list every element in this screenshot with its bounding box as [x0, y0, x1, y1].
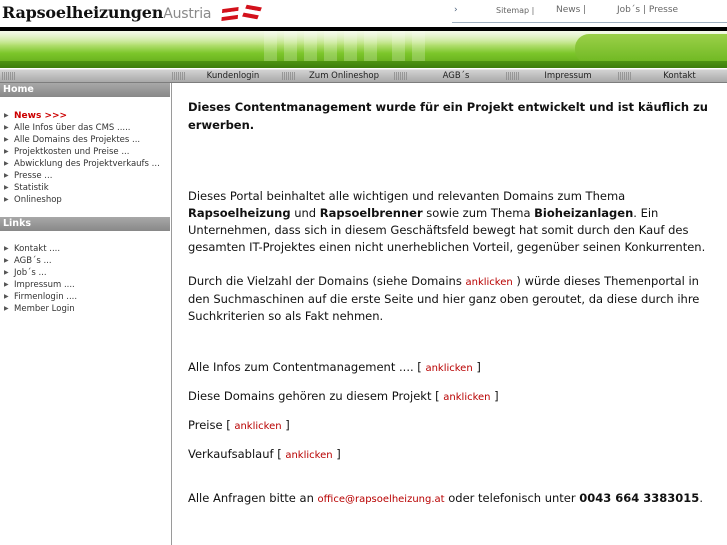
sidebar-item-domains[interactable]: ▶ Alle Domains des Projektes ...: [4, 135, 141, 145]
sidebar-item-firmenlogin[interactable]: ▶ Firmenlogin ....: [4, 292, 78, 302]
chevron-right-icon: ›: [454, 5, 458, 15]
triangle-right-icon: ▶: [4, 184, 9, 191]
header: [0, 0, 727, 28]
triangle-right-icon: ▶: [4, 257, 9, 264]
nav-kontakt[interactable]: Kontakt: [616, 70, 727, 82]
main-nav: [0, 69, 727, 83]
domains-description: Durch die Vielzahl der Domains (siehe Domains anklicken ) würde dieses Themenportal in den Suchmaschinen auf die erste Seite und hier ganz oben geroutet, da diese durch ihre Suchkriterien so als Fakt nehmen.: [188, 274, 700, 323]
triangle-right-icon: ▶: [4, 136, 9, 143]
sidebar-item-kontakt[interactable]: ▶ Kontakt ....: [4, 244, 61, 254]
triangle-right-icon: ▶: [4, 112, 9, 119]
green-banner: [0, 31, 727, 68]
project-domains-anklicken-link[interactable]: anklicken: [443, 392, 491, 403]
nav-agbs[interactable]: AGB´s: [392, 70, 504, 82]
site-logo[interactable]: [2, 3, 211, 22]
triangle-right-icon: ▶: [4, 196, 9, 203]
triangle-right-icon: ▶: [4, 305, 9, 312]
sidebar-home-list: [0, 110, 170, 206]
top-links: [452, 5, 727, 21]
sidebar-home-heading[interactable]: Home: [0, 83, 170, 97]
news-link[interactable]: News |: [556, 5, 587, 15]
nav-spacer: [0, 70, 170, 82]
intro-text: Dieses Contentmanagement wurde für ein Projekt entwickelt und ist käuflich zu erwerben.: [188, 100, 708, 132]
cms-anklicken-link[interactable]: anklicken: [425, 363, 473, 374]
info-row-domains: Diese Domains gehören zu diesem Projekt [ anklicken ]: [188, 389, 499, 403]
sidebar: [0, 83, 172, 545]
email-link[interactable]: office@rapsoelheizung.at: [317, 494, 445, 505]
sidebar-item-onlineshop[interactable]: ▶ Onlineshop: [4, 195, 62, 205]
contact-line: Alle Anfragen bitte an office@rapsoelheizung.at oder telefonisch unter 0043 664 3383015.: [188, 491, 703, 505]
triangle-right-icon: ▶: [4, 148, 9, 155]
austria-flags-icon: [222, 5, 262, 20]
sidebar-item-news[interactable]: ▶ News >>>: [4, 111, 68, 121]
sidebar-links-heading: Links: [0, 217, 170, 231]
info-row-verkaufsablauf: Verkaufsablauf [ anklicken ]: [188, 447, 341, 461]
verkaufsablauf-anklicken-link[interactable]: anklicken: [285, 450, 333, 461]
triangle-right-icon: ▶: [4, 124, 9, 131]
sidebar-item-jobs[interactable]: ▶ Job´s ...: [4, 268, 47, 278]
sidebar-item-agbs[interactable]: ▶ AGB´s ...: [4, 256, 52, 266]
triangle-right-icon: ▶: [4, 245, 9, 252]
sidebar-item-statistik[interactable]: ▶ Statistik: [4, 183, 49, 193]
jobs-presse-link[interactable]: Job´s | Presse: [617, 5, 679, 15]
triangle-right-icon: ▶: [4, 281, 9, 288]
nav-kundenlogin[interactable]: Kundenlogin: [170, 70, 280, 82]
sidebar-links-list: [0, 243, 170, 315]
logo-sub: Austria: [163, 6, 212, 22]
sidebar-item-impressum[interactable]: ▶ Impressum ....: [4, 280, 75, 290]
nav-impressum[interactable]: Impressum: [504, 70, 616, 82]
sidebar-item-presse[interactable]: ▶ Presse ...: [4, 171, 53, 181]
top-links-divider: [452, 22, 727, 23]
portal-description: Dieses Portal beinhaltet alle wichtigen und relevanten Domains zum Thema Rapsoelheizung und Rapsoelbrenner sowie zum Thema Bioheizanlagen. Ein Unternehmen, dass sich in diesem Geschäftsfeld bewegt hat somit durch den Kauf des gesamten IT-Projektes einen nicht unerheblichen Vorteil, gegenüber seinen Konkurrenten.: [188, 189, 706, 254]
triangle-right-icon: ▶: [4, 269, 9, 276]
info-row-cms: Alle Infos zum Contentmanagement .... [ anklicken ]: [188, 360, 481, 374]
phone-number: 0043 664 3383015: [579, 491, 700, 505]
triangle-right-icon: ▶: [4, 160, 9, 167]
info-row-preise: Preise [ anklicken ]: [188, 418, 290, 432]
triangle-right-icon: ▶: [4, 293, 9, 300]
sidebar-item-cms-info[interactable]: ▶ Alle Infos über das CMS .....: [4, 123, 131, 133]
sidebar-item-abwicklung[interactable]: ▶ Abwicklung des Projektverkaufs ...: [4, 159, 160, 169]
main-content: [188, 98, 708, 508]
domains-anklicken-link[interactable]: anklicken: [465, 277, 513, 288]
triangle-right-icon: ▶: [4, 172, 9, 179]
sidebar-item-projektkosten[interactable]: ▶ Projektkosten und Preise ...: [4, 147, 130, 157]
nav-onlineshop[interactable]: Zum Onlineshop: [280, 70, 392, 82]
logo-main: Rapsoelheizungen: [2, 3, 164, 22]
preise-anklicken-link[interactable]: anklicken: [234, 421, 282, 432]
sidebar-item-member-login[interactable]: ▶ Member Login: [4, 304, 75, 314]
sitemap-link[interactable]: Sitemap |: [496, 6, 535, 15]
